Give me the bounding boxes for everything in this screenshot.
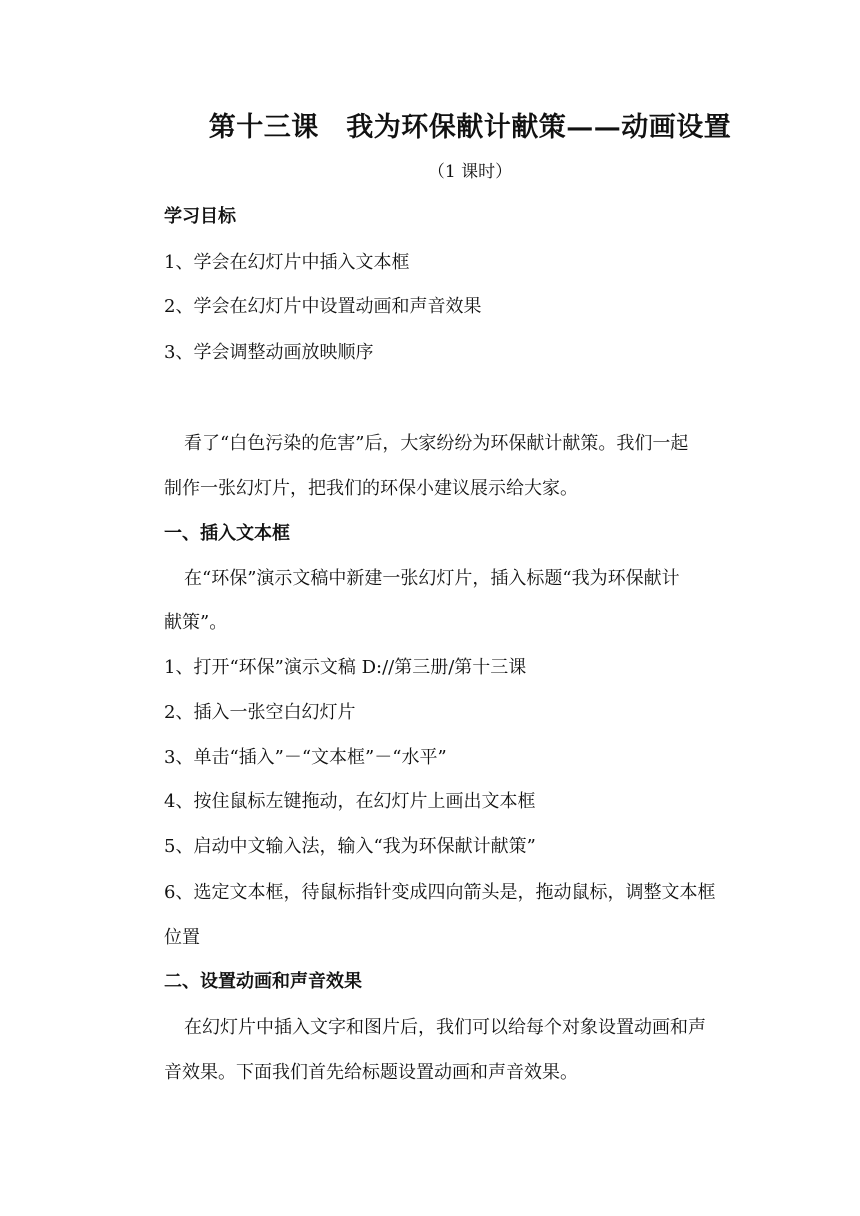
objective-item-3: 3、学会调整动画放映顺序 (164, 342, 374, 363)
step-item-5: 5、启动中文输入法，输入“我为环保献计献策” (164, 836, 536, 857)
section1-paragraph-line-2: 献策”。 (164, 612, 228, 633)
intro-paragraph-line-2: 制作一张幻灯片，把我们的环保小建议展示给大家。 (164, 478, 578, 499)
section1-paragraph-line-1: 在“环保”演示文稿中新建一张幻灯片，插入标题“我为环保献计 (184, 568, 680, 589)
lesson-title: 第十三课 我为环保献计献策——动画设置 (208, 112, 732, 143)
step-item-3: 3、单击“插入”－“文本框”－“水平” (164, 747, 447, 768)
step-item-6: 6、选定文本框，待鼠标指针变成四向箭头是，拖动鼠标，调整文本框 (164, 882, 716, 903)
objective-item-1: 1、学会在幻灯片中插入文本框 (164, 252, 410, 273)
section1-heading: 一、插入文本框 (164, 523, 290, 544)
section2-paragraph-line-2: 音效果。下面我们首先给标题设置动画和声音效果。 (164, 1062, 578, 1083)
objectives-heading: 学习目标 (164, 206, 236, 227)
lesson-duration: （1 课时） (427, 162, 513, 182)
step-item-2: 2、插入一张空白幻灯片 (164, 702, 356, 723)
step-item-6-continued: 位置 (164, 927, 200, 948)
section2-paragraph-line-1: 在幻灯片中插入文字和图片后，我们可以给每个对象设置动画和声 (184, 1017, 706, 1038)
step-item-4: 4、按住鼠标左键拖动，在幻灯片上画出文本框 (164, 791, 536, 812)
intro-paragraph-line-1: 看了“白色污染的危害”后，大家纷纷为环保献计献策。我们一起 (184, 433, 689, 454)
objective-item-2: 2、学会在幻灯片中设置动画和声音效果 (164, 296, 482, 317)
step-item-1: 1、打开“环保”演示文稿 D://第三册/第十三课 (164, 657, 527, 678)
section2-heading: 二、设置动画和声音效果 (164, 971, 362, 992)
